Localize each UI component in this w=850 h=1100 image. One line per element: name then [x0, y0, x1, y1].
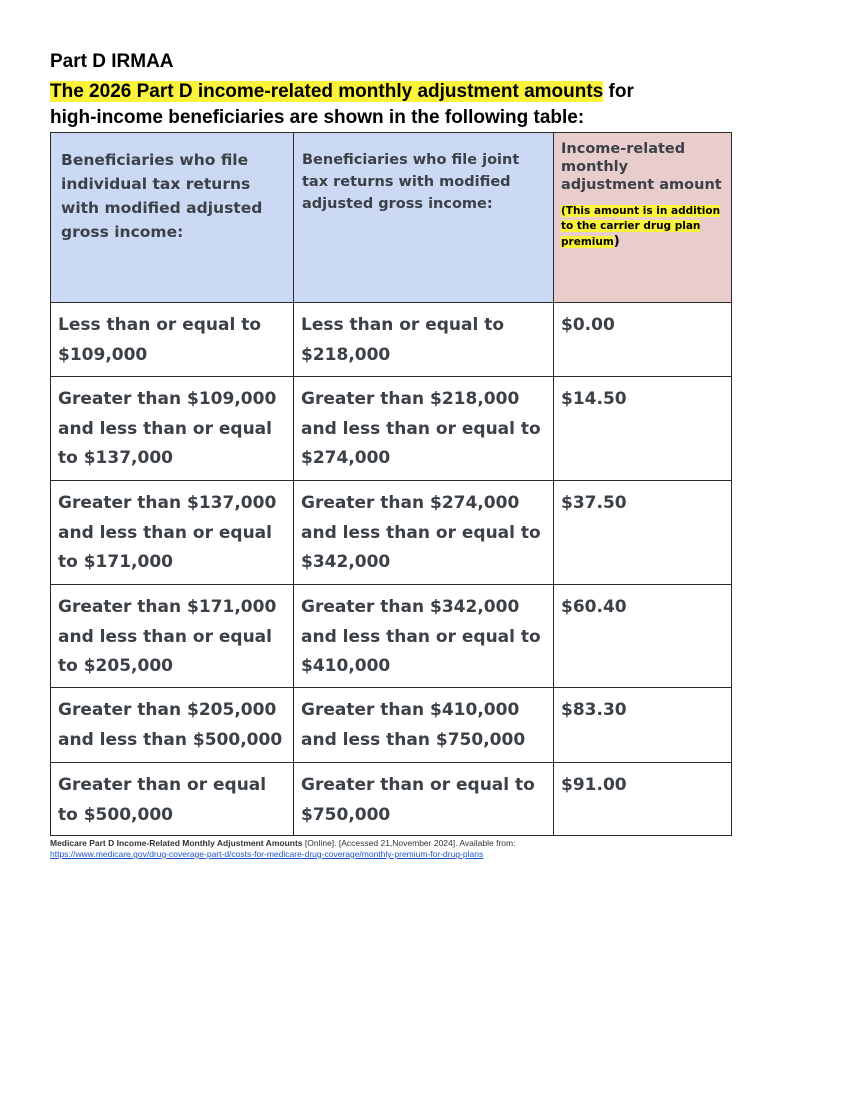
citation-link[interactable]: https://www.medicare.gov/drug-coverage-part-d/costs-for-medicare-drug-coverage/monthly-premium-for-drug-plans [50, 849, 484, 859]
citation [50, 838, 810, 860]
irmaa-table [50, 132, 732, 836]
table-row [51, 303, 732, 377]
cell-individual: Greater than $171,000 and less than or equal to $205,000 [51, 585, 294, 688]
table-row [51, 377, 732, 481]
header-amount-note [561, 204, 725, 250]
citation-rest: [Online]. [Accessed 21,November 2024]. Available from: [302, 838, 516, 848]
cell-individual: Greater than $137,000 and less than or equal to $171,000 [51, 481, 294, 585]
cell-joint: Greater than $342,000 and less than or equal to $410,000 [294, 585, 554, 688]
cell-joint: Greater than $274,000 and less than or equal to $342,000 [294, 481, 554, 585]
page-title: Part D IRMAA [50, 51, 174, 72]
table-header-row [51, 133, 732, 303]
table-row [51, 688, 732, 763]
cell-amount: $14.50 [554, 377, 732, 481]
header-amount [554, 133, 732, 303]
table-row [51, 763, 732, 836]
header-joint: Beneficiaries who file joint tax returns with modified adjusted gross income: [294, 133, 554, 303]
page-subtitle [50, 79, 770, 131]
table-row [51, 585, 732, 688]
cell-individual: Greater than $109,000 and less than or equal to $137,000 [51, 377, 294, 481]
citation-title: Medicare Part D Income-Related Monthly Adjustment Amounts [50, 838, 303, 848]
cell-joint: Less than or equal to $218,000 [294, 303, 554, 377]
amount-note-paren: ) [613, 234, 620, 249]
subtitle-rest-2: high-income beneficiaries are shown in the following table: [50, 107, 585, 128]
cell-amount: $37.50 [554, 481, 732, 585]
amount-note-highlight: (This amount is in addition to the carrier drug plan premium [561, 205, 721, 248]
header-individual: Beneficiaries who file individual tax returns with modified adjusted gross income: [51, 133, 294, 303]
cell-joint: Greater than or equal to $750,000 [294, 763, 554, 836]
table-row [51, 481, 732, 585]
cell-individual: Less than or equal to $109,000 [51, 303, 294, 377]
header-amount-label: Income-related monthly adjustment amount [561, 141, 722, 193]
cell-joint: Greater than $218,000 and less than or equal to $274,000 [294, 377, 554, 481]
cell-amount: $83.30 [554, 688, 732, 763]
cell-amount: $91.00 [554, 763, 732, 836]
cell-joint: Greater than $410,000 and less than $750,000 [294, 688, 554, 763]
subtitle-highlight: The 2026 Part D income-related monthly adjustment amounts [50, 81, 604, 102]
cell-individual: Greater than $205,000 and less than $500,000 [51, 688, 294, 763]
subtitle-rest-1: for [603, 81, 634, 102]
cell-amount: $0.00 [554, 303, 732, 377]
cell-individual: Greater than or equal to $500,000 [51, 763, 294, 836]
cell-amount: $60.40 [554, 585, 732, 688]
